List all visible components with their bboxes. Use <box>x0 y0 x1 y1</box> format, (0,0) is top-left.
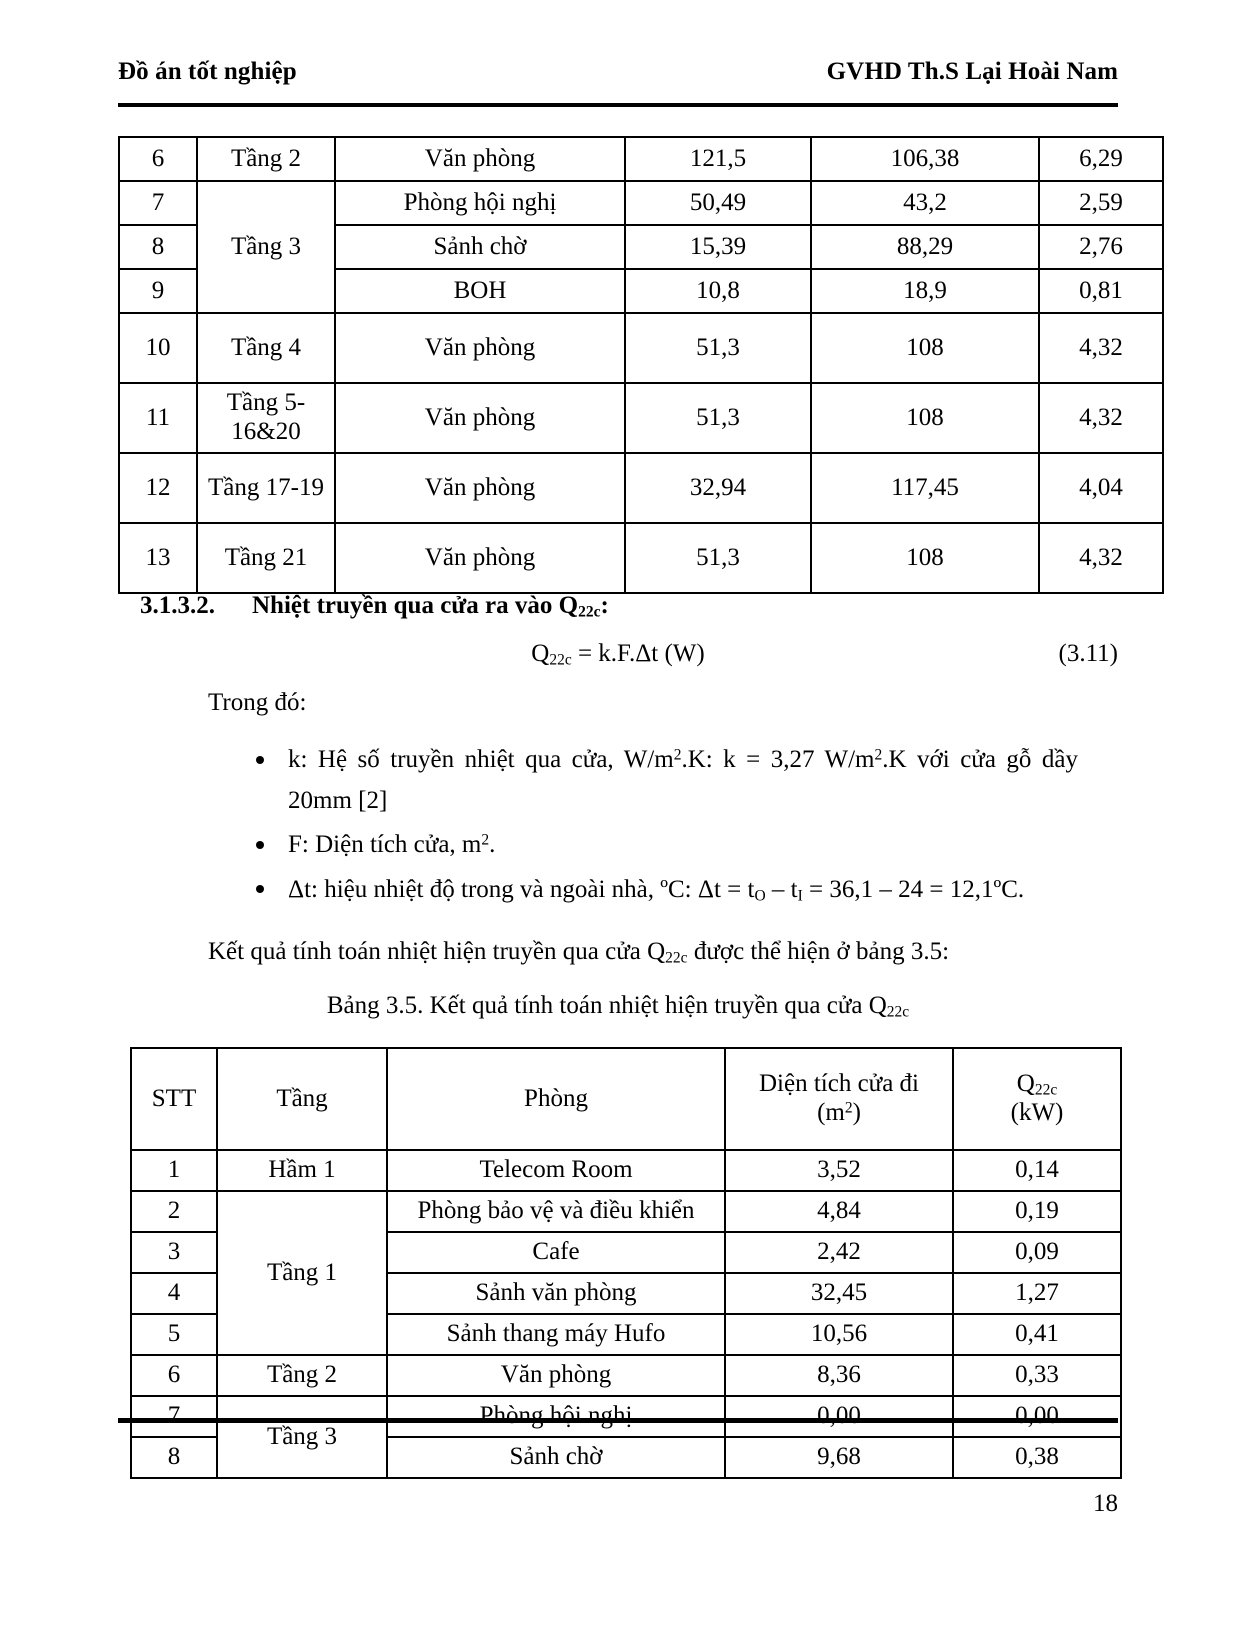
cell-door-area: 4,84 <box>725 1191 953 1232</box>
cell-value-3: 0,81 <box>1039 269 1163 313</box>
cell-floor: Tầng 4 <box>197 313 335 383</box>
cell-door-area: 8,36 <box>725 1355 953 1396</box>
result-paragraph <box>208 932 1088 973</box>
cell-room: Phòng hội nghị <box>335 181 625 225</box>
header-left-title: Đồ án tốt nghiệp <box>118 58 297 85</box>
cell-room: Văn phòng <box>335 383 625 453</box>
cell-door-area: 32,45 <box>725 1273 953 1314</box>
cell-value-3: 2,59 <box>1039 181 1163 225</box>
bullet-dot-icon <box>256 756 264 764</box>
cell-value-1: 15,39 <box>625 225 811 269</box>
cell-value-2: 108 <box>811 383 1039 453</box>
formula-lhs-subscript: 22c <box>549 651 572 669</box>
caption-subscript: 22c <box>886 1003 910 1021</box>
cell-stt: 2 <box>131 1191 217 1232</box>
cell-room: Phòng bảo vệ và điều khiển <box>387 1191 725 1232</box>
column-header-floor: Tầng <box>217 1048 387 1150</box>
column-header-door-area <box>725 1048 953 1150</box>
cell-door-area: 3,52 <box>725 1150 953 1191</box>
cell-value-1: 51,3 <box>625 313 811 383</box>
caption-prefix: Bảng 3.5. Kết quả tính toán nhiệt hiện truyền qua cửa Q <box>326 992 887 1019</box>
cell-stt: 9 <box>119 269 197 313</box>
cell-room: Văn phòng <box>335 453 625 523</box>
section-title-prefix: Nhiệt truyền qua cửa ra vào Q <box>252 592 579 619</box>
table-continued-heat-transfer <box>118 136 1164 594</box>
cell-value-3: 4,32 <box>1039 523 1163 593</box>
formula-row <box>118 640 1118 669</box>
bullet-text <box>288 831 495 858</box>
bullet-text-part: . <box>489 831 496 858</box>
table-header-row <box>131 1048 1121 1150</box>
table-row <box>119 453 1163 523</box>
cell-q22c: 0,14 <box>953 1150 1121 1191</box>
table-row <box>119 137 1163 181</box>
cell-value-3: 4,04 <box>1039 453 1163 523</box>
column-header-stt: STT <box>131 1048 217 1150</box>
cell-q22c: 0,41 <box>953 1314 1121 1355</box>
section-number: 3.1.3.2. <box>140 592 215 619</box>
cell-stt: 7 <box>131 1396 217 1437</box>
result-suffix: được thể hiện ở bảng 3.5: <box>687 938 950 965</box>
table-row <box>119 383 1163 453</box>
cell-value-1: 32,94 <box>625 453 811 523</box>
table-header <box>131 1048 1121 1150</box>
cell-value-2: 88,29 <box>811 225 1039 269</box>
section-heading <box>140 592 609 621</box>
cell-room: Sảnh chờ <box>387 1437 725 1478</box>
cell-stt: 3 <box>131 1232 217 1273</box>
cell-floor-merged: Tầng 3 <box>197 181 335 313</box>
footer-divider-rule <box>118 1418 1118 1423</box>
cell-value-1: 121,5 <box>625 137 811 181</box>
result-prefix: Kết quả tính toán nhiệt hiện truyền qua cửa Q <box>208 938 666 965</box>
cell-value-3: 6,29 <box>1039 137 1163 181</box>
cell-room: Sảnh chờ <box>335 225 625 269</box>
cell-value-3: 2,76 <box>1039 225 1163 269</box>
definition-bullet-list <box>248 740 1078 914</box>
cell-room: Sảnh thang máy Hufo <box>387 1314 725 1355</box>
cell-value-2: 106,38 <box>811 137 1039 181</box>
cell-floor-merged: Tầng 1 <box>217 1191 387 1355</box>
cell-stt: 6 <box>119 137 197 181</box>
cell-q22c: 0,33 <box>953 1355 1121 1396</box>
section-title-subscript: 22c <box>578 603 601 621</box>
cell-room: Cafe <box>387 1232 725 1273</box>
table-row <box>131 1355 1121 1396</box>
cell-value-3: 4,32 <box>1039 313 1163 383</box>
bullet-subscript: O <box>754 886 766 904</box>
bullet-text-part: Δt: hiệu nhiệt độ trong và ngoài nhà, ºC: Δt = t <box>288 875 755 903</box>
cell-q22c: 0,09 <box>953 1232 1121 1273</box>
cell-stt: 6 <box>131 1355 217 1396</box>
table-row <box>119 523 1163 593</box>
column-header-q22c-subscript: 22c <box>1034 1081 1058 1099</box>
formula-number: (3.11) <box>1058 640 1118 667</box>
column-header-door-area-unit-sup: 2 <box>844 1099 853 1117</box>
table-body <box>131 1150 1121 1478</box>
bullet-text-part: F: Diện tích cửa, m <box>288 831 482 858</box>
cell-room: BOH <box>335 269 625 313</box>
table-continued-body <box>119 137 1163 593</box>
cell-floor: Tầng 2 <box>217 1355 387 1396</box>
cell-q22c: 0,38 <box>953 1437 1121 1478</box>
table-row <box>131 1191 1121 1232</box>
cell-room: Văn phòng <box>335 523 625 593</box>
list-item <box>248 825 1078 866</box>
table-row <box>131 1396 1121 1437</box>
cell-floor: Tầng 21 <box>197 523 335 593</box>
cell-stt: 13 <box>119 523 197 593</box>
cell-stt: 10 <box>119 313 197 383</box>
cell-value-1: 10,8 <box>625 269 811 313</box>
cell-value-2: 108 <box>811 313 1039 383</box>
cell-door-area: 10,56 <box>725 1314 953 1355</box>
cell-q22c: 0,19 <box>953 1191 1121 1232</box>
page-number: 18 <box>1093 1490 1118 1517</box>
cell-q22c: 1,27 <box>953 1273 1121 1314</box>
cell-q22c: 0,00 <box>953 1396 1121 1437</box>
cell-stt: 11 <box>119 383 197 453</box>
bullet-text-part: – t <box>765 875 798 903</box>
cell-room: Telecom Room <box>387 1150 725 1191</box>
bullet-superscript: 2 <box>481 831 490 849</box>
cell-stt: 8 <box>131 1437 217 1478</box>
cell-floor: Tầng 2 <box>197 137 335 181</box>
table-door-heat-transfer <box>130 1047 1122 1479</box>
intro-paragraph: Trong đó: <box>208 689 307 716</box>
bullet-dot-icon <box>256 841 264 849</box>
bullet-superscript: 2 <box>673 746 682 764</box>
bullet-superscript: 2 <box>874 746 883 764</box>
header-divider-rule <box>118 103 1118 107</box>
bullet-text <box>288 876 1024 903</box>
result-subscript: 22c <box>665 949 688 967</box>
cell-floor: Tầng 5-16&20 <box>197 383 335 453</box>
cell-value-1: 50,49 <box>625 181 811 225</box>
cell-stt: 7 <box>119 181 197 225</box>
column-header-door-area-unit-post: ) <box>852 1099 861 1126</box>
cell-stt: 8 <box>119 225 197 269</box>
table-row <box>131 1150 1121 1191</box>
cell-value-2: 108 <box>811 523 1039 593</box>
section-title-suffix: : <box>600 592 609 619</box>
cell-door-area: 0,00 <box>725 1396 953 1437</box>
formula-lhs: Q <box>531 640 550 667</box>
cell-room: Văn phòng <box>335 137 625 181</box>
column-header-door-area-unit-pre: (m <box>817 1099 845 1126</box>
list-item <box>248 870 1078 911</box>
cell-value-2: 18,9 <box>811 269 1039 313</box>
bullet-text <box>288 746 1078 814</box>
cell-room: Văn phòng <box>335 313 625 383</box>
list-item <box>248 740 1078 821</box>
header-right-title: GVHD Th.S Lại Hoài Nam <box>826 58 1118 85</box>
cell-room: Phòng hội nghị <box>387 1396 725 1437</box>
bullet-text-part: = 36,1 – 24 = 12,1ºC. <box>802 875 1025 903</box>
formula-rhs: = k.F.Δt (W) <box>571 640 705 667</box>
cell-value-1: 51,3 <box>625 523 811 593</box>
cell-room: Sảnh văn phòng <box>387 1273 725 1314</box>
column-header-q22c <box>953 1048 1121 1150</box>
cell-stt: 5 <box>131 1314 217 1355</box>
cell-value-1: 51,3 <box>625 383 811 453</box>
cell-door-area: 2,42 <box>725 1232 953 1273</box>
column-header-door-area-line1: Diện tích cửa đi <box>758 1070 920 1098</box>
running-header <box>118 58 1118 86</box>
table-row <box>119 181 1163 225</box>
table-row <box>119 313 1163 383</box>
cell-floor: Hầm 1 <box>217 1150 387 1191</box>
cell-stt: 12 <box>119 453 197 523</box>
bullet-text-part: .K với cửa gỗ dầy 20mm [2] <box>288 746 1079 814</box>
cell-stt: 4 <box>131 1273 217 1314</box>
bullet-text-part: .K: k = 3,27 W/m <box>681 746 875 773</box>
cell-value-3: 4,32 <box>1039 383 1163 453</box>
formula-expression <box>118 640 1118 669</box>
cell-room: Văn phòng <box>387 1355 725 1396</box>
cell-floor: Tầng 17-19 <box>197 453 335 523</box>
cell-door-area: 9,68 <box>725 1437 953 1478</box>
bullet-text-part: k: Hệ số truyền nhiệt qua cửa, W/m <box>288 746 674 773</box>
bullet-dot-icon <box>256 885 264 893</box>
column-header-room: Phòng <box>387 1048 725 1150</box>
column-header-q22c-unit: (kW) <box>1010 1099 1064 1127</box>
cell-value-2: 43,2 <box>811 181 1039 225</box>
cell-value-2: 117,45 <box>811 453 1039 523</box>
cell-stt: 1 <box>131 1150 217 1191</box>
table-caption <box>118 986 1118 1027</box>
cell-floor-merged: Tầng 3 <box>217 1396 387 1478</box>
column-header-q22c-symbol: Q <box>1016 1070 1035 1098</box>
bullet-subscript: I <box>797 886 803 904</box>
